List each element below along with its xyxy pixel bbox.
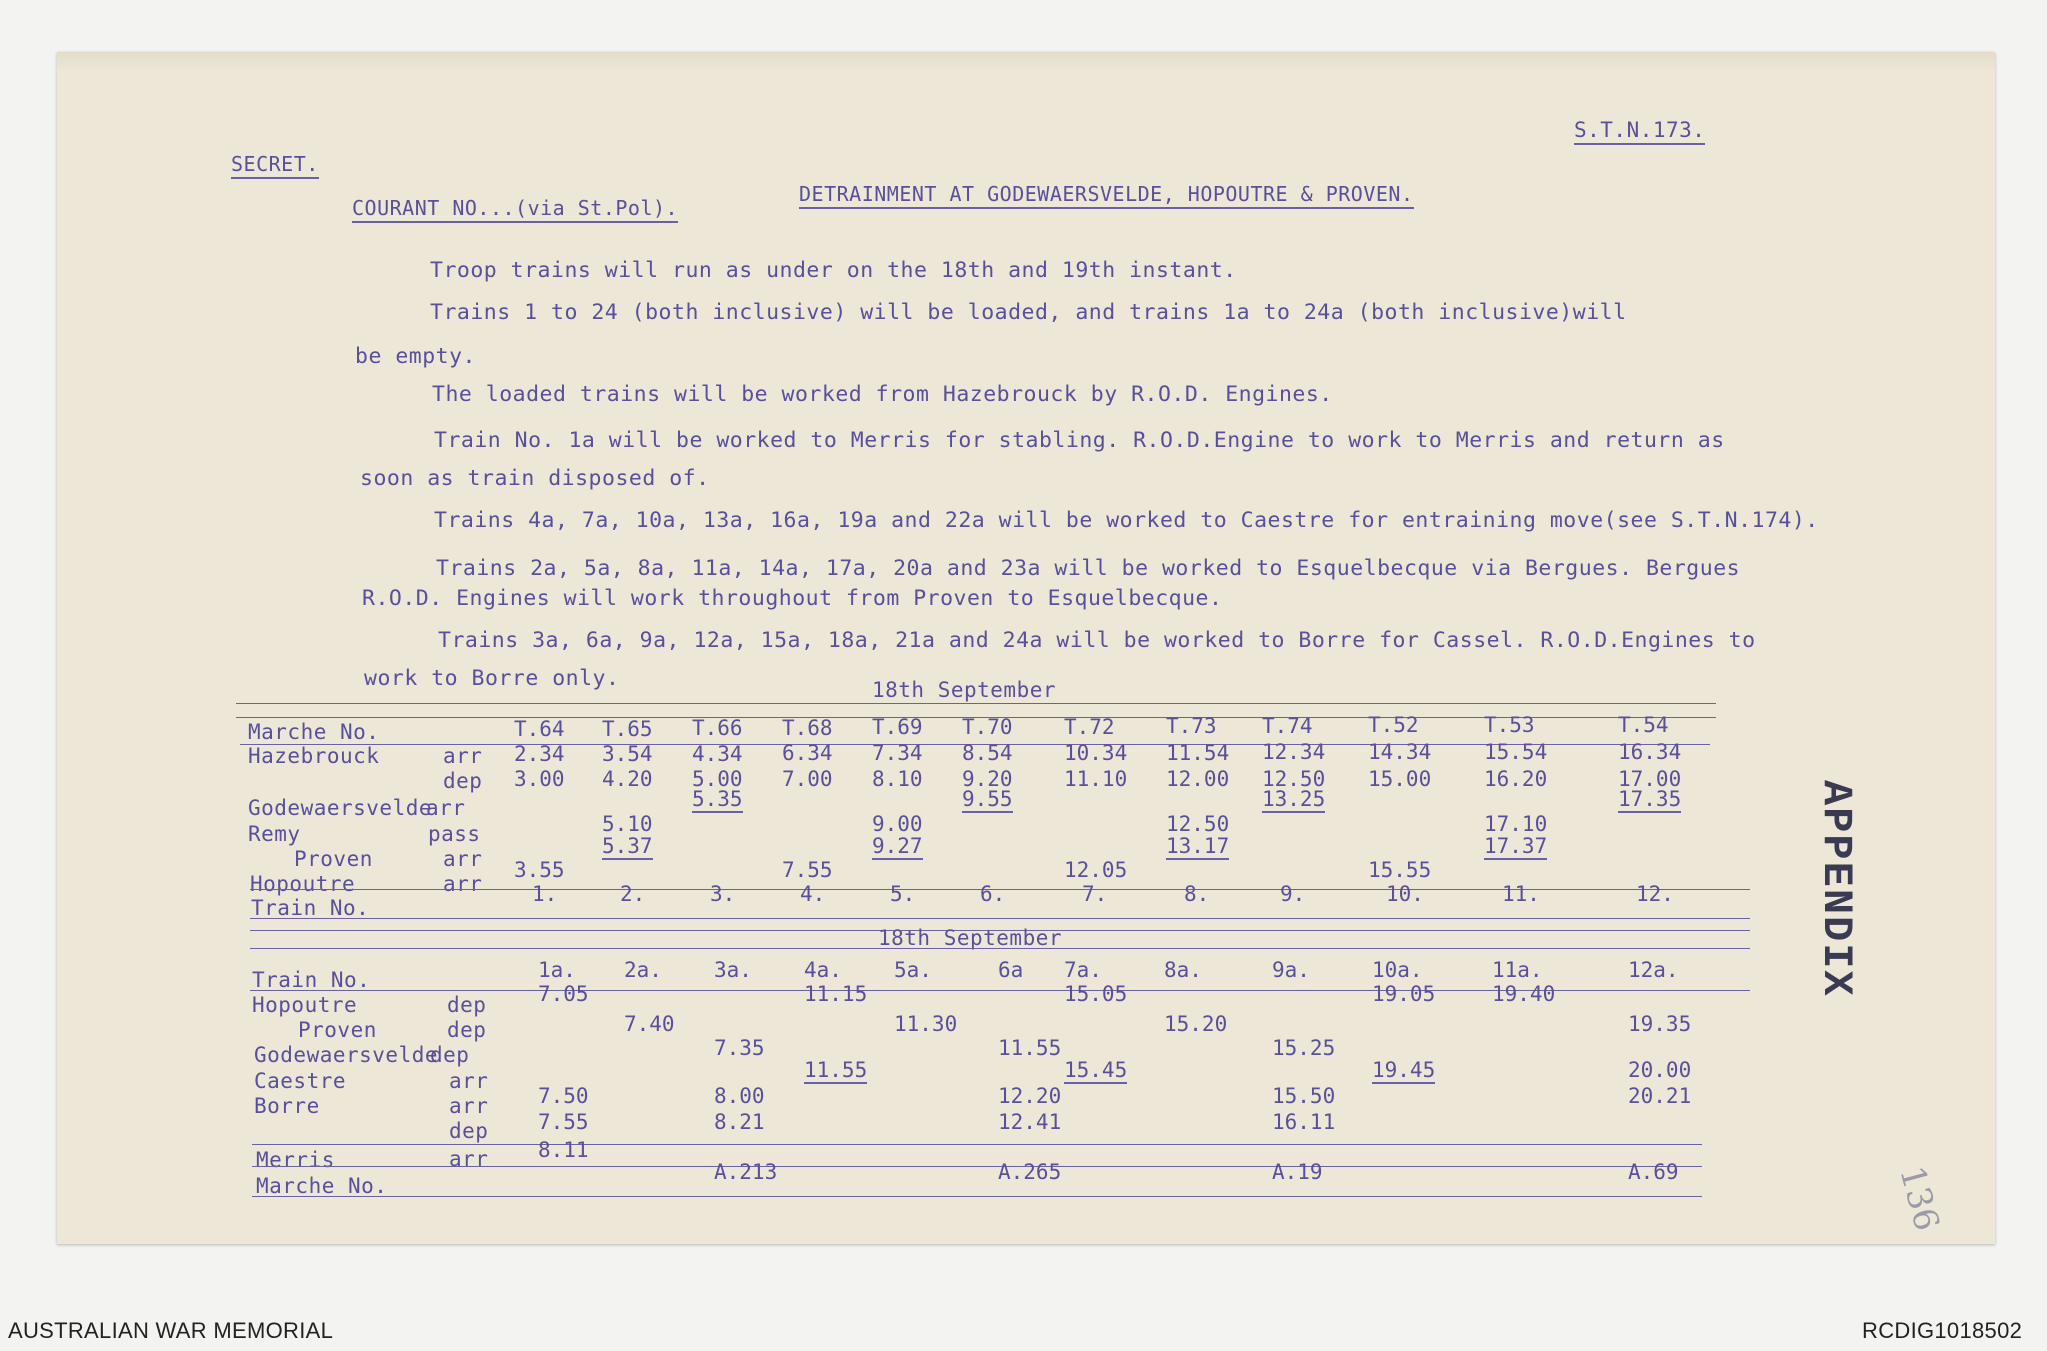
- table1-cell-proven: 17.37: [1484, 834, 1548, 858]
- table1-cell-haz_dep: 12.00: [1166, 767, 1230, 791]
- table2-cell-prov: 15.20: [1164, 1012, 1228, 1036]
- table2-row-kind: dep: [449, 1119, 489, 1143]
- table1-cell-marche: T.74: [1262, 713, 1313, 738]
- table2-cell-hop: 19.40: [1492, 982, 1556, 1006]
- table1-cell-hop: 3.55: [514, 858, 565, 882]
- table1-cell-haz_arr: 14.34: [1368, 740, 1432, 765]
- paragraph-4-line-2: soon as train disposed of.: [360, 466, 710, 491]
- table1-cell-proven: 5.37: [602, 834, 653, 858]
- paragraph-2-line-2: be empty.: [355, 344, 476, 369]
- paragraph-5: Trains 4a, 7a, 10a, 13a, 16a, 19a and 22a will be worked to Caestre for entraining move(see S.T.N.174).: [434, 508, 1819, 533]
- table1-cell-marche: T.70: [962, 715, 1013, 739]
- table1-cell-marche: T.53: [1484, 713, 1535, 737]
- table1-cell-marche: T.52: [1368, 713, 1419, 738]
- archive-credit: AUSTRALIAN WAR MEMORIAL: [8, 1318, 334, 1343]
- table2-rule: [250, 948, 1750, 949]
- table1-cell-haz_arr: 6.34: [782, 741, 833, 766]
- table1-row-label: Hazebrouck: [248, 744, 380, 768]
- table1-cell-haz_arr: 2.34: [514, 742, 565, 766]
- table1-cell-god_arr: 5.35: [692, 787, 743, 811]
- archive-item-id: RCDIG1018502: [1862, 1318, 2023, 1343]
- table1-row-label: Proven: [294, 847, 373, 871]
- table1-cell-proven: 13.17: [1166, 834, 1230, 858]
- table2-cell-cae: 11.55: [804, 1058, 868, 1082]
- table2-row-label: Marche No.: [256, 1174, 388, 1198]
- table1-cell-train: 5.: [890, 882, 916, 906]
- table2-row-kind: arr: [449, 1147, 489, 1171]
- table1-cell-train: 7.: [1082, 882, 1108, 906]
- table1-cell-haz_dep: 15.00: [1368, 767, 1432, 791]
- table1-cell-remy: 5.10: [602, 812, 653, 836]
- table1-cell-haz_dep: 7.00: [782, 767, 833, 791]
- table2-cell-train: 7a.: [1064, 958, 1102, 982]
- table2-cell-borre_dep: 8.21: [714, 1110, 765, 1134]
- pencil-folio-number: 136: [1891, 1162, 1947, 1236]
- table2-cell-prov: 11.30: [894, 1012, 958, 1036]
- table1-cell-haz_arr: 7.34: [872, 741, 923, 766]
- paragraph-3: The loaded trains will be worked from Hazebrouck by R.O.D. Engines.: [432, 382, 1333, 407]
- table2-cell-borre_arr: 15.50: [1272, 1084, 1336, 1108]
- table1-cell-train: 12.: [1636, 882, 1674, 906]
- table2-cell-prov: 7.40: [624, 1012, 675, 1036]
- table2-cell-god: 11.55: [998, 1036, 1062, 1060]
- table2-cell-train: 8a.: [1164, 958, 1202, 982]
- table2-row-kind: dep: [447, 1018, 487, 1042]
- table2-rule: [252, 1144, 1702, 1145]
- table1-row-kind: dep: [443, 769, 483, 793]
- table1-cell-haz_arr: 15.54: [1484, 740, 1548, 764]
- table1-cell-marche: T.72: [1064, 714, 1115, 739]
- appendix-stamp: APPENDIX: [1812, 780, 1860, 998]
- table1-cell-haz_dep: 17.00: [1618, 767, 1682, 791]
- table2-cell-borre_dep: 12.41: [998, 1110, 1062, 1134]
- table2-row-label: Hopoutre: [252, 993, 358, 1017]
- document-reference: S.T.N.173.: [1574, 118, 1705, 145]
- table1-row-label: Godewaersvelde: [248, 796, 433, 820]
- table1-cell-train: 3.: [710, 882, 736, 906]
- table1-row-kind: pass: [428, 822, 481, 846]
- table2-cell-cae: 20.00: [1628, 1058, 1692, 1082]
- table1-row-label: Remy: [248, 822, 301, 846]
- table2-cell-train: 9a.: [1272, 958, 1310, 982]
- table2-cell-train: 11a.: [1492, 958, 1543, 982]
- paragraph-6-line-1: Trains 2a, 5a, 8a, 11a, 14a, 17a, 20a and 23a will be worked to Esquelbecque via Bergues. Bergues: [436, 556, 1741, 581]
- table2-cell-hop: 15.05: [1064, 982, 1128, 1006]
- table1-title: 18th September: [872, 678, 1057, 702]
- table1-cell-haz_arr: 12.34: [1262, 740, 1326, 765]
- table1-cell-marche: T.69: [872, 715, 923, 740]
- table2-cell-hop: 7.05: [538, 982, 589, 1006]
- table1-cell-train: 2.: [620, 882, 646, 906]
- table1-cell-marche: T.68: [782, 715, 833, 740]
- table1-rule: [250, 918, 1750, 919]
- table2-row-kind: arr: [449, 1094, 489, 1118]
- table2-cell-borre_dep: 16.11: [1272, 1110, 1336, 1134]
- paragraph-6-line-2: R.O.D. Engines will work throughout from Proven to Esquelbecque.: [362, 586, 1223, 611]
- table1-cell-train: 6.: [980, 882, 1006, 906]
- table2-cell-borre_arr: 7.50: [538, 1084, 589, 1108]
- table1-cell-hop: 12.05: [1064, 858, 1128, 882]
- table2-cell-train: 6a: [998, 958, 1024, 982]
- table2-row-kind: dep: [430, 1043, 470, 1067]
- table2-cell-train: 12a.: [1628, 958, 1679, 982]
- table1-cell-god_arr: 9.55: [962, 787, 1013, 811]
- table1-row-kind: arr: [426, 796, 466, 820]
- table1-cell-haz_arr: 10.34: [1064, 740, 1128, 765]
- table2-rule: [252, 1196, 1702, 1197]
- table1-cell-haz_dep: 5.00: [692, 767, 743, 791]
- table1-cell-train: 1.: [532, 882, 558, 906]
- table1-cell-haz_dep: 8.10: [872, 767, 923, 791]
- paragraph-4-line-1: Train No. 1a will be worked to Merris for stabling. R.O.D.Engine to work to Merris and return as: [434, 428, 1725, 453]
- table1-cell-train: 11.: [1502, 882, 1540, 906]
- table2-row-label: Godewaersvelde: [254, 1043, 439, 1067]
- table1-cell-haz_arr: 4.34: [692, 741, 743, 766]
- table1-cell-hop: 7.55: [782, 858, 833, 882]
- table1-row-kind: arr: [443, 744, 483, 768]
- document-title: DETRAINMENT AT GODEWAERSVELDE, HOPOUTRE & PROVEN.: [799, 182, 1414, 209]
- table2-row-kind: arr: [449, 1069, 489, 1093]
- table2-rule: [252, 1166, 1702, 1167]
- table2-cell-marche: A.265: [998, 1160, 1062, 1184]
- table2-cell-god: 7.35: [714, 1036, 765, 1060]
- table2-cell-train: 1a.: [538, 958, 576, 982]
- paragraph-2-line-1: Trains 1 to 24 (both inclusive) will be loaded, and trains 1a to 24a (both inclusive)will: [430, 300, 1627, 325]
- table1-cell-remy: 17.10: [1484, 812, 1548, 836]
- table2-row-label: Train No.: [252, 968, 371, 992]
- table1-cell-god_arr: 13.25: [1262, 787, 1326, 811]
- table2-cell-train: 5a.: [894, 958, 932, 982]
- table1-row-label: Marche No.: [248, 720, 380, 744]
- table2-cell-marche: A.69: [1628, 1160, 1679, 1184]
- table2-cell-hop: 19.05: [1372, 982, 1436, 1006]
- table1-row-label: Hopoutre: [250, 872, 356, 896]
- table1-cell-marche: T.66: [692, 716, 743, 741]
- table2-cell-train: 3a.: [714, 958, 752, 982]
- table2-cell-cae: 19.45: [1372, 1058, 1436, 1082]
- paragraph-7-line-2: work to Borre only.: [364, 666, 620, 691]
- table1-cell-marche: T.65: [602, 716, 653, 741]
- table1-cell-proven: 9.27: [872, 834, 923, 858]
- table2-cell-borre_arr: 20.21: [1628, 1084, 1692, 1108]
- table1-cell-remy: 12.50: [1166, 812, 1230, 836]
- table2-cell-borre_arr: 8.00: [714, 1084, 765, 1108]
- classification-label: SECRET.: [231, 152, 319, 179]
- table2-cell-marche: A.19: [1272, 1160, 1323, 1184]
- table1-cell-haz_arr: 3.54: [602, 741, 653, 766]
- table1-cell-marche: T.73: [1166, 714, 1217, 739]
- table1-cell-haz_dep: 3.00: [514, 767, 565, 791]
- table1-cell-train: 10.: [1386, 882, 1424, 906]
- table2-row-label: Merris: [256, 1148, 335, 1172]
- table2-cell-train: 4a.: [804, 958, 842, 982]
- table1-rule: [236, 703, 1716, 704]
- table2-cell-borre_arr: 12.20: [998, 1084, 1062, 1108]
- table1-cell-haz_dep: 16.20: [1484, 767, 1548, 791]
- table2-cell-marche: A.213: [714, 1160, 778, 1184]
- table1-cell-hop: 15.55: [1368, 858, 1432, 882]
- table1-cell-god_arr: 17.35: [1618, 787, 1682, 811]
- table1-cell-haz_dep: 11.10: [1064, 767, 1128, 791]
- table2-cell-cae: 15.45: [1064, 1058, 1128, 1082]
- table2-cell-god: 15.25: [1272, 1036, 1336, 1060]
- table2-row-label: Proven: [298, 1018, 377, 1042]
- table1-cell-train: 4.: [800, 882, 826, 906]
- table1-cell-haz_dep: 12.50: [1262, 767, 1326, 791]
- table1-cell-marche: T.64: [514, 717, 565, 741]
- table1-cell-train: 9.: [1280, 882, 1306, 906]
- table1-cell-haz_arr: 16.34: [1618, 739, 1682, 764]
- table1-cell-haz_dep: 4.20: [602, 767, 653, 791]
- table2-cell-merris: 8.11: [538, 1138, 589, 1162]
- table1-cell-haz_arr: 8.54: [962, 741, 1013, 765]
- table1-cell-marche: T.54: [1618, 712, 1669, 737]
- table2-row-label: Borre: [254, 1094, 320, 1118]
- table2-cell-hop: 11.15: [804, 982, 868, 1006]
- paragraph-7-line-1: Trains 3a, 6a, 9a, 12a, 15a, 18a, 21a and 24a will be worked to Borre for Cassel. R.O.D.Engines to: [438, 628, 1756, 653]
- table2-row-label: Caestre: [254, 1069, 347, 1093]
- table2-cell-train: 10a.: [1372, 958, 1423, 982]
- table2-row-kind: dep: [447, 993, 487, 1017]
- table2-cell-train: 2a.: [624, 958, 662, 982]
- table1-cell-haz_dep: 9.20: [962, 767, 1013, 791]
- table2-cell-prov: 19.35: [1628, 1012, 1692, 1036]
- paragraph-1: Troop trains will run as under on the 18th and 19th instant.: [430, 258, 1237, 283]
- courant-heading: COURANT NO...(via St.Pol).: [352, 196, 678, 223]
- table1-row-kind: arr: [443, 872, 483, 896]
- table2-title: 18th September: [878, 926, 1063, 950]
- table1-row-kind: arr: [443, 847, 483, 871]
- table2-cell-borre_dep: 7.55: [538, 1110, 589, 1134]
- table1-cell-haz_arr: 11.54: [1166, 740, 1230, 765]
- table1-cell-train: 8.: [1184, 882, 1210, 906]
- table1-row-label: Train No.: [251, 896, 370, 920]
- table1-cell-remy: 9.00: [872, 812, 923, 836]
